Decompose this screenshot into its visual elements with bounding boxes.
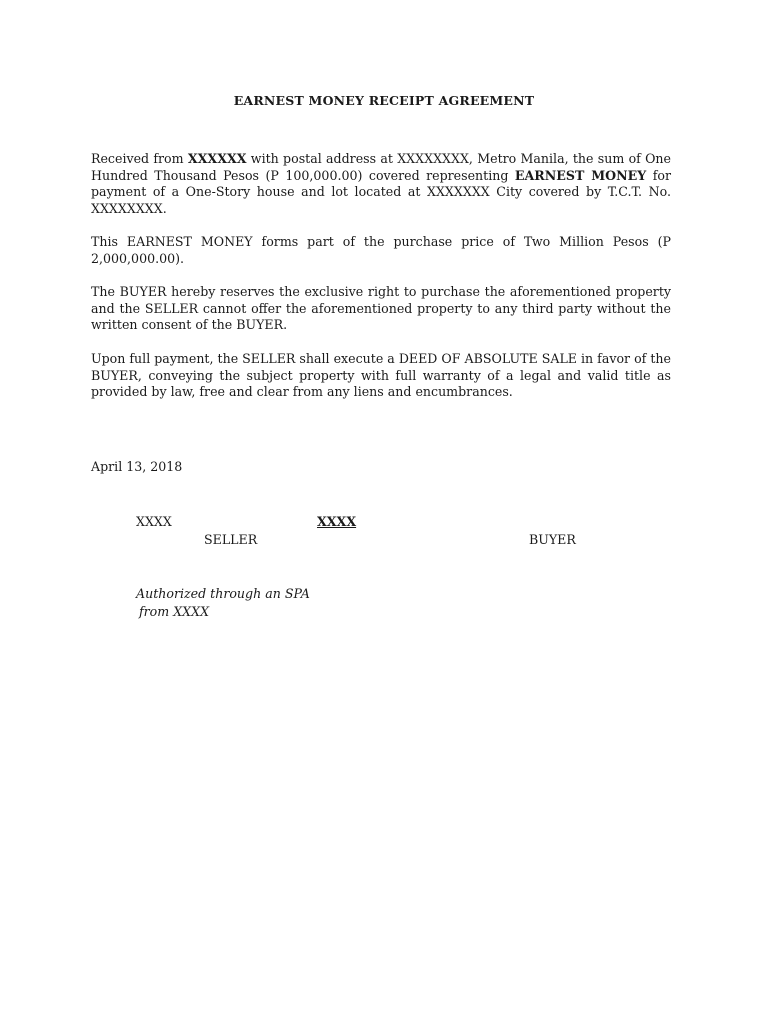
paragraph-text: Received from [91,151,188,166]
paragraph-exclusive-right: The BUYER hereby reserves the exclusive right to purchase the aforementioned property and the SELLER cannot offer the aforementioned property to any third party without the written consent of the BUYER. [91,284,671,333]
paragraph-deed-of-sale: Upon full payment, the SELLER shall execute a DEED OF ABSOLUTE SALE in favor of the BUYER, conveying the subject property with full warranty of a legal and valid title as provided by law, free and clear from any liens and encumbrances. [91,351,671,400]
buyer-name: XXXX [317,514,357,529]
payer-name: XXXXXX [187,151,247,166]
authorization-note-line1: Authorized through an SPA [136,586,310,601]
earnest-money-term: EARNEST MONEY [514,167,647,183]
paragraph-purchase-price: This EARNEST MONEY forms part of the purchase price of Two Million Pesos (P 2,000,000.00). [91,234,671,266]
paragraph-receipt [91,151,671,217]
authorization-note [136,585,310,621]
authorization-note-line2: from XXXX [139,604,210,619]
document-date: April 13, 2018 [91,459,183,474]
paragraph-text: for payment of a One-Story house and lot located at XXXXXXX City covered by T.C.T. No. XXXXXXXX. [91,167,671,216]
seller-name: XXXX [136,514,172,529]
buyer-role-label: BUYER [529,532,576,547]
seller-role-label: SELLER [204,532,258,547]
paragraph-text: with postal address at XXXXXXXX, Metro Manila, the sum of One Hundred Thousand Pesos (P 100,000.00) covered representing [91,151,671,183]
document-title: EARNEST MONEY RECEIPT AGREEMENT [233,93,535,108]
